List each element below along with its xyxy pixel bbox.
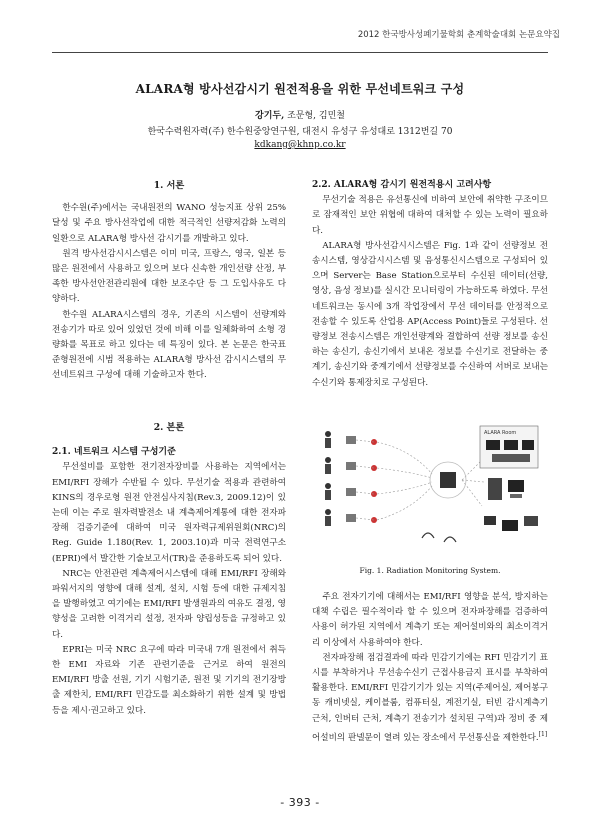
reference-mark[interactable]: [1] — [538, 730, 548, 738]
base-station-icon — [440, 472, 456, 488]
figure-caption: Fig. 1. Radiation Monitoring System. — [359, 566, 501, 575]
control-room-label: ALARA Room — [484, 430, 517, 436]
affiliation: 한국수력원자력(주) 한수원중앙연구원, 대전시 유성구 유성대로 1312번길 70 — [147, 127, 453, 137]
paragraph: 주요 전자기기에 대해서는 EMI/RFI 영향을 분석, 방지하는 대책 수립은 필수적이라 할 수 있으며 전자파장해를 검증하여 사용이 허가된 지역에서 계측기 또는 제어설비와의 최소이격거리 이상에서 사용하여야 한다. — [312, 592, 548, 648]
camera-icons — [484, 516, 538, 531]
section-2-title: 2. 본론 — [153, 422, 185, 433]
main-author: 강기두, — [255, 111, 285, 121]
worker-icons — [325, 431, 331, 526]
paragraph: NRC는 안전관련 계측제어시스템에 대해 EMI/RFI 장해와 파워서지의 영향에 대해 설계, 설치, 시험 등에 대한 규제지침을 발행하였고 여기에는 EMI/RFI 발생원과의 여유도 결정, 영향성을 고려한 이격거리 설정, 전자파 양립성등을 규정하고 있다. — [52, 568, 286, 640]
right-column-top — [312, 178, 548, 391]
repeater-icons — [371, 439, 377, 523]
paragraph-text: 전자파장해 점검결과에 따라 민감기기에는 RFI 민감기기 표시를 부착하거나 무선송수신기 근접사용금지 표시를 부착하여 활용한다. EMI/RFI 민감기기가 있는 지역(주제어실, 제어봉구동 캐비넷실, 케이블룸, 컴퓨터실, 계전기실, 터빈 감시계측기 근처, 인버터 근처, 계측기 전송기가 설치된 구역)과 정비 중 제어설비의 판넬문이 열려 있는 장소에서 무선통신을 제한한다. — [312, 652, 548, 743]
section-1-title: 1. 서론 — [153, 180, 185, 191]
paragraph: 원격 방사선감시시스템은 이미 미국, 프랑스, 영국, 일본 등 많은 원전에서 사용하고 있으며 보다 신속한 개인선량 산정, 부족한 방사선안전관리원에 대한 보조수단 등 그 도입사유도 다양하다. — [52, 248, 286, 305]
transmitter-icons — [346, 436, 356, 522]
server-icons — [488, 478, 524, 500]
paragraph: 무선설비를 포함한 전기전자장비를 사용하는 지역에서는 EMI/RFI 장해가 수반될 수 있다. 무선기술 적용과 관련하여 KINS의 경우로형 원전 안전심사지침(Rev.3, 2009.12)이 있는데 이는 주로 원자력발전소 내 계측제어계통에 대한 전자파 장해 검증기준에 대하여 미국 원자력규제위원회(NRC)의 Reg. Guide 1.180(Rev. 1, 2003.10)과 미국 전력연구소(EPRI)에서 발간한 기술보고서(TR)을 준용하도록 되어 있다. — [52, 462, 286, 564]
author-line — [0, 108, 600, 121]
left-column-top — [52, 178, 286, 384]
control-room-panel — [480, 426, 538, 468]
subsection-2-2-title: 2.2. ALARA형 감시기 원전적용시 고려사항 — [312, 180, 492, 190]
headset-icons — [422, 533, 456, 542]
radiation-monitoring-system-figure — [312, 420, 548, 558]
co-authors: 조문형, 김민철 — [284, 111, 345, 121]
subsection-2-1-title: 2.1. 네트워크 시스템 구성기준 — [52, 447, 176, 458]
paragraph: 한수원 ALARA시스템의 경우, 기존의 시스템이 선량계와 전송기가 따로 있어 있었던 것에 비해 이를 일체화하여 소형 경량화를 목표로 하고 있다는 데 특징이 있다. 본 논문은 한국표준형원전에 시범 적용하는 ALARA형 방사선 감시시스템의 무선네트워크 구성에 대해 기술하고자 한다. — [52, 309, 286, 381]
running-header: 2012 한국방사성폐기물학회 춘계학술대회 논문요약집 — [357, 30, 560, 40]
header-rule — [52, 52, 548, 53]
right-column-bottom — [312, 590, 548, 746]
paper-title: ALARA형 방사선감시기 원전적용을 위한 무선네트워크 구성 — [135, 82, 465, 96]
page-number: - 393 - — [280, 796, 320, 809]
paragraph: 한수원(주)에서는 국내원전의 WANO 성능지표 상위 25% 달성 및 주요 방사선작업에 대한 적극적인 선량저감화 노력의 일환으로 ALARA형 방사선 감시기를 개발하고 있다. — [52, 203, 286, 244]
left-column-bottom — [52, 420, 286, 719]
paragraph: EPRI는 미국 NRC 요구에 따라 미국내 7개 원전에서 취득한 EMI 자료와 기존 관련기준을 근거로 하여 원전의 EMI/RFI 방출 선원, 기기 시험기준, 원전 및 기기의 전기장방출 제한치, EMI/RFI 민감도를 최소화하기 위한 설계 및 방법 등을 제시·권고하고 있다. — [52, 644, 286, 716]
email-link[interactable]: kdkang@khnp.co.kr — [254, 140, 346, 150]
paragraph: 무선기술 적용은 유선통신에 비하여 보안에 취약한 구조이므로 잠재적인 보안 위협에 대하여 대처할 수 있는 노력이 필요하다. — [312, 195, 548, 236]
paragraph — [312, 651, 548, 746]
paragraph: ALARA형 방사선감시시스템은 Fig. 1과 같이 선량정보 전송시스템, 영상감시시스템 및 음성통신시스템으로 구성되어 있으며 Server는 Base Station으로부터 수신된 데이터(선량, 영상, 음성 정보)를 실시간 모니터링이 가능하도록 하였다. 무선 네트워크는 동시에 3개 작업장에서 무선 데이터를 안정적으로 전송할 수 있도록 산업용 AP(Access Point)들로 구성된다. 선량정보 전송시스템은 개인선량계와 결합하여 선량 정보를 송신하는 송신기, 송신기에서 보내온 정보를 수신기로 전달하는 중계기, 송신기와 중계기에서 선량정보를 수신하여 서버로 보내는 수신기와 통제장치로 구성된다. — [312, 240, 548, 388]
wireless-links — [356, 440, 484, 520]
